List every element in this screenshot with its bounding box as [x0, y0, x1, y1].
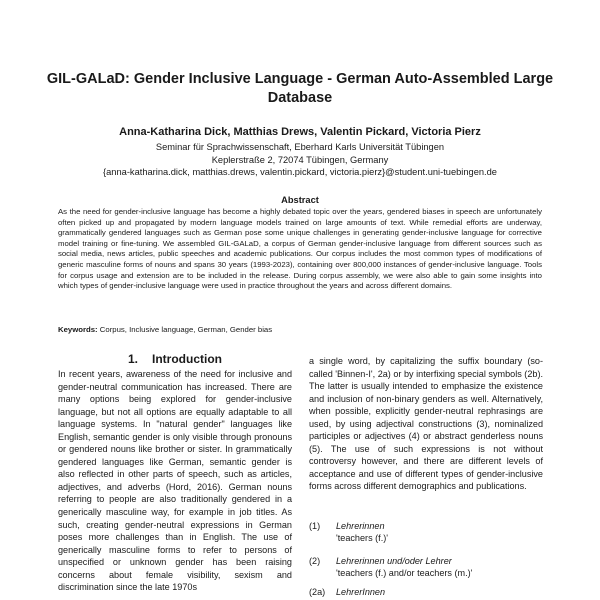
- affiliation-block: [40, 141, 560, 179]
- example-form: LehrerInnen: [336, 587, 386, 597]
- section-number: 1.: [128, 352, 139, 366]
- example-number: (1): [309, 521, 321, 531]
- intro-paragraph-continued: a single word, by capitalizing the suffix boundary (so-called 'Binnen-I', 2a) or by interfixing special symbols (2b). The latter is usually intended to emphasize the existence and inclusion of non-binary genders as well. Alternatively, when possible, explicitly gender-neutral rephrasings are used, by using adjectival constructions (3), nominalized participles or adjectives (4) or abstract genderless nouns (5). The use of such expressions is not without controversy however, and there are different levels of acceptance and use of different types of gender-inclusive forms across different demographics and publications.: [309, 356, 543, 492]
- keywords-line: [58, 325, 542, 334]
- example-gloss: 'teachers (f.) and/or teachers (m.)': [336, 567, 473, 578]
- paper-title: GIL-GALaD: Gender Inclusive Language - German Auto-Assembled Large Database: [46, 71, 554, 106]
- author-list: Anna-Katharina Dick, Matthias Drews, Valentin Pickard, Victoria Pierz: [119, 126, 481, 138]
- right-column: [309, 355, 543, 493]
- intro-paragraph: In recent years, awareness of the need for inclusive and gender-neutral communication has increased. There are many options being explored for gender-inclusive language, but not all options are equally adaptable to all language systems. In "natural gender" languages like English, semantic gender is only visible through pronouns or gendered nouns like brother or sister. In grammatically gendered languages like German, semantic gender is also reflected in other parts of speech, such as articles, adjectives, and adverbs (Hord, 2016). German nouns referring to people are also traditionally gendered in a generically masculine way, for example in job titles. As such, creating gender-neutral expressions in German poses more challenges than in English. The use of generically masculine forms to refer to persons of unspecified or unknown gender has been raising concerns about female visibility, sexism and discrimination since the late 1970s: [58, 369, 292, 593]
- example-form: Lehrerinnen und/oder Lehrer: [336, 556, 452, 566]
- example-gloss: 'teachers (f.)': [336, 532, 388, 543]
- example-number: (2a): [309, 587, 326, 597]
- keywords-values: Corpus, Inclusive language, German, Gender bias: [99, 325, 273, 334]
- affiliation-line: Seminar für Sprachwissenschaft, Eberhard Karls Universität Tübingen: [155, 142, 445, 152]
- address-line: Keplerstraße 2, 72074 Tübingen, Germany: [211, 154, 389, 165]
- example-form: Lehrerinnen: [336, 521, 385, 531]
- section-heading: [58, 352, 292, 366]
- abstract-text: As the need for gender-inclusive language has become a highly debated topic over the years, gendered biases in speech are unfortunately often picked up and propagated by modern language models trained on large amounts of text. While remedial efforts are underway, grammatically gendered languages such as German pose some unique challenges in generating gender-inclusive language for corrective model training or fine-tuning. We assembled GIL-GALaD, a corpus of German gender-inclusive language from different sources such as social media, news articles, public speeches and academic publications. Our corpus includes the most common types of modifications of generic masculine forms of nouns and spans 30 years (1993-2023), containing over 800,000 instances of gender-inclusive language. Tools for corpus usage and extension are to be included in the release. During corpus assembly, we were also able to gain some insights into which types of gender-inclusive language were used in practice throughout the years and across different domains.: [58, 207, 542, 291]
- email-line: {anna-katharina.dick, matthias.drews, valentin.pickard, victoria.pierz}@student.uni-tuebingen.de: [103, 167, 497, 177]
- left-column: [58, 368, 292, 594]
- section-title: Introduction: [152, 352, 222, 366]
- abstract-heading: Abstract: [281, 195, 319, 205]
- example-number: (2): [309, 556, 321, 566]
- keywords-label: Keywords:: [58, 325, 98, 334]
